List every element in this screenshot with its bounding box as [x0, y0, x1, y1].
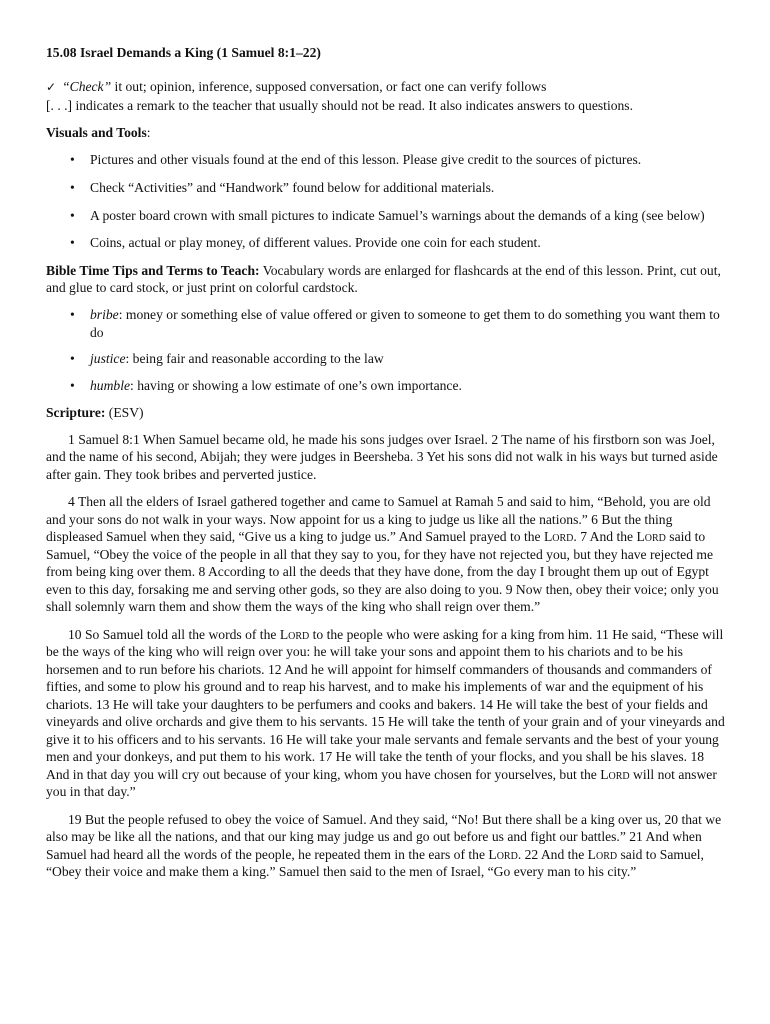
- list-item: [46, 179, 726, 196]
- visuals-heading: Visuals and Tools: [46, 125, 147, 140]
- terms-list: [46, 306, 726, 394]
- bullet-icon: •: [70, 179, 75, 195]
- lord-small-caps: Lord: [636, 529, 666, 545]
- scripture-paragraph-2: [46, 493, 726, 616]
- list-item-text: A poster board crown with small pictures to indicate Samuel’s warnings about the demands of a king (see below): [90, 207, 705, 223]
- list-item: [46, 151, 726, 168]
- term-word: bribe: [90, 307, 119, 323]
- list-item-text: Pictures and other visuals found at the end of this lesson. Please give credit to the sources of pictures.: [90, 152, 642, 168]
- bullet-icon: •: [70, 235, 75, 251]
- check-legend-text: it out; opinion, inference, supposed conversation, or fact one can verify follows: [111, 79, 547, 94]
- visuals-heading-line: [46, 124, 726, 141]
- scripture-paragraph-3: [46, 626, 726, 801]
- scripture-text: said to Samuel, “Obey their voice and make them a king.” Samuel then said to the men of Israel, “Go every man to his city.”: [46, 846, 704, 880]
- scripture-paragraph-4: [46, 811, 726, 881]
- term-definition: : money or something else of value offered or given to someone to get them to do something you want them to do: [90, 307, 720, 340]
- list-item: [46, 234, 726, 251]
- lord-small-caps: Lord: [279, 626, 310, 642]
- bullet-icon: •: [70, 307, 75, 323]
- bullet-icon: •: [70, 351, 75, 367]
- lord-small-caps: Lord: [543, 529, 574, 545]
- bullet-icon: •: [70, 378, 75, 394]
- scripture-text: will not answer you in that day.”: [46, 766, 717, 800]
- legend: [46, 78, 726, 114]
- tips-heading: Bible Time Tips and Terms to Teach:: [46, 263, 260, 279]
- lord-small-caps: Lord: [600, 766, 630, 782]
- lesson-title: 15.08 Israel Demands a King (1 Samuel 8:1–22): [46, 45, 321, 60]
- term-item-justice: [46, 350, 726, 367]
- scripture-text: to the people who were asking for a king from him. 11 He said, “These will be the ways of the king who will reign over you: he will take your sons and appoint them to his chariots and to be his horsemen and to run before his chariots. 12 And he will appoint for himself commanders of thousands and commanders of fifties, and some to plow his ground and to reap his harvest, and to make his implements of war and the equipment of his chariots. 13 He will take your daughters to be perfumers and cooks and bakers. 14 He will take the best of your fields and vineyards and olive orchards and give them to his servants. 15 He will take the tenth of your grain and of your vineyards and give it to his officers and to his servants. 16 He will take your male servants and female servants and the best of your young men and your donkeys, and put them to his work. 17 He will take the tenth of your flocks, and you shall be his slaves. 18 And in that day you will cry out because of your king, whom you have chosen for yourselves, but the: [46, 626, 725, 782]
- bullet-icon: •: [70, 207, 75, 223]
- term-definition: : being fair and reasonable according to the law: [125, 351, 384, 367]
- check-legend-line: [46, 78, 726, 97]
- scripture-heading: Scripture:: [46, 404, 106, 420]
- tips-text: Vocabulary words are enlarged for flashcards at the end of this lesson. Print, cut out, and glue to card stock, or just print on colorful cardstock.: [46, 263, 721, 296]
- term-word: justice: [90, 351, 126, 367]
- scripture-paragraph-1: 1 Samuel 8:1 When Samuel became old, he made his sons judges over Israel. 2 The name of his firstborn son was Joel, and the name of his second, Abijah; they were judges in Beersheba. 3 Yet his sons did not walk in his ways but turned aside after gain. They took bribes and perverted justice.: [46, 431, 718, 482]
- lord-small-caps: Lord: [587, 846, 618, 862]
- scripture-text: said to Samuel, “Obey the voice of the people in all that they say to you, for they have not rejected you, but they have rejected me from being king over them. 8 According to all the deeds that they have done, from the day I brought them up out of Egypt even to this day, forsaking me and serving other gods, so they are also doing to you. 9 Now then, obey their voice; only you shall solemnly warn them and show them the ways of the king who shall reign over them.”: [46, 529, 719, 615]
- scripture-text: . 22 And the: [517, 846, 588, 862]
- term-definition: : having or showing a low estimate of one’s own importance.: [130, 378, 462, 394]
- term-item-bribe: [46, 306, 726, 340]
- term-word: humble: [90, 378, 131, 394]
- list-item: [46, 207, 726, 224]
- term-item-humble: [46, 377, 726, 394]
- bullet-icon: •: [70, 152, 75, 168]
- lord-small-caps: Lord: [488, 846, 518, 862]
- list-item-text: Coins, actual or play money, of different values. Provide one coin for each student.: [90, 235, 541, 251]
- scripture-heading-line: [46, 404, 726, 421]
- tips-paragraph: [46, 262, 726, 296]
- scripture-version: (ESV): [105, 404, 144, 420]
- visuals-heading-colon: :: [146, 125, 151, 140]
- check-mark-icon: ✓: [46, 80, 57, 94]
- visuals-list: [46, 151, 726, 251]
- scripture-text: 4 Then all the elders of Israel gathered together and came to Samuel at Ramah 5 and said to him, “Behold, you are old and your sons do not walk in your ways. Now appoint for us a king to judge us like all the nations.” 6 But the thing displeased Samuel when they said, “Give us a king to judge us.” And Samuel prayed to the: [46, 494, 711, 545]
- scripture-section: [46, 404, 726, 881]
- scripture-text: 19 But the people refused to obey the voice of Samuel. And they said, “No! But there shall be a king over us, 20 that we also may be like all the nations, and that our king may judge us and go out before us and fight our battles.” 21 And when Samuel had heard all the words of the people, he repeated them in the ears of the: [46, 811, 722, 862]
- tips-section: [46, 262, 726, 394]
- scripture-text: 10 So Samuel told all the words of the: [68, 626, 280, 642]
- bracket-legend-line: [. . .] indicates a remark to the teacher that usually should not be read. It also indicates answers to questions.: [46, 97, 634, 113]
- scripture-text: . 7 And the: [573, 529, 637, 545]
- check-word: “Check”: [62, 79, 112, 94]
- visuals-section: [46, 124, 726, 252]
- list-item-text: Check “Activities” and “Handwork” found below for additional materials.: [90, 179, 495, 195]
